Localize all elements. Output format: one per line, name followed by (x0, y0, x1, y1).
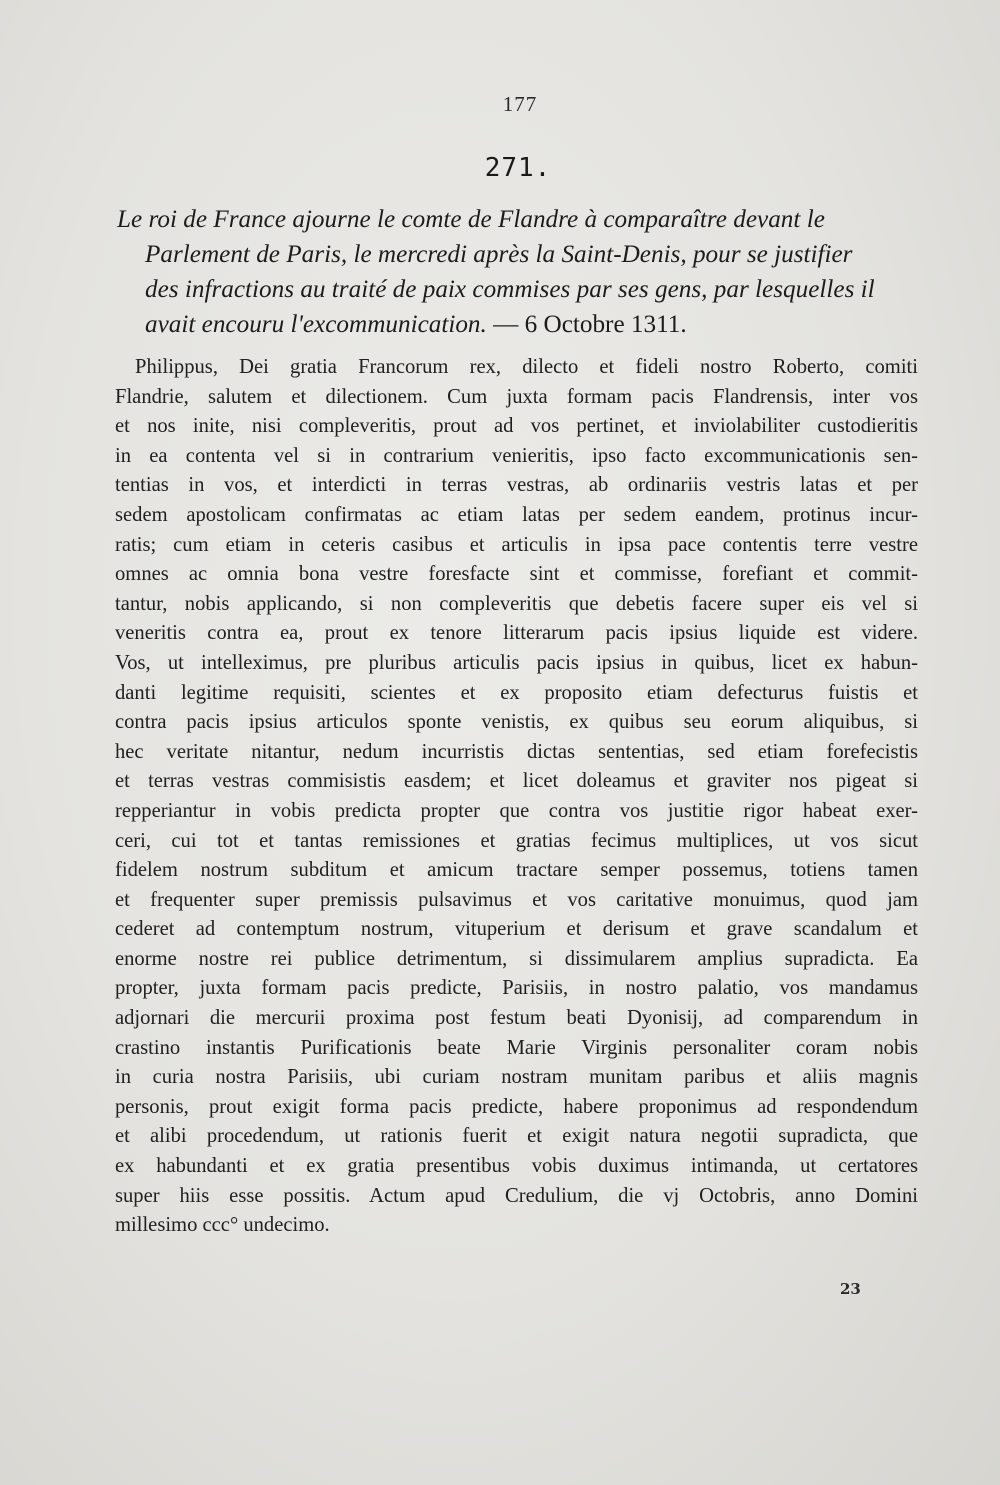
body-line: personis, prout exigit forma pacis predicte, habere proponimus ad respondendum (115, 1095, 918, 1118)
body-line: ceri, cui tot et tantas remissiones et gratias fecimus multiplices, ut vos sicut (115, 829, 918, 852)
body-line: tentias in vos, et interdicti in terras vestras, ab ordinariis vestris latas et per (115, 474, 918, 497)
body-line: ex habundanti et ex gratia presentibus vobis duximus intimanda, ut certatores (115, 1155, 918, 1178)
body-line: adjornari die mercurii proxima post festum beati Dyonisij, ad comparendum in (115, 1007, 918, 1030)
document-number: 271. (484, 153, 552, 183)
body-line: enorme nostre rei publice detrimentum, si dissimularem amplius supradicta. Ea (115, 947, 918, 970)
body-line: repperiantur in vobis predicta propter que contra vos justitie rigor habeat exer- (115, 799, 918, 822)
body-line: super hiis esse possitis. Actum apud Credulium, die vj Octobris, anno Domini (115, 1184, 918, 1207)
heading-line-2: Parlement de Paris, le mercredi après la Saint-Denis, pour se justifier (145, 241, 853, 268)
body-line: in ea contenta vel si in contrarium venieritis, ipso facto excommunicationis sen- (115, 444, 918, 467)
body-line: tantur, nobis applicando, si non compleveritis que debetis facere super eis vel si (115, 592, 918, 615)
body-line: hec veritate nitantur, nedum incurristis dictas sententias, sed etiam forefecistis (115, 740, 918, 763)
body-line: crastino instantis Purificationis beate Marie Virginis personaliter coram nobis (115, 1036, 918, 1059)
body-line: millesimo ccc° undecimo. (115, 1214, 330, 1237)
body-line: contra pacis ipsius articulos sponte venistis, ex quibus seu eorum aliquibus, si (115, 711, 918, 734)
body-line: Flandrie, salutem et dilectionem. Cum juxta formam pacis Flandrensis, inter vos (115, 385, 918, 408)
body-line: danti legitime requisiti, scientes et ex proposito etiam defecturus fuistis et (115, 681, 918, 704)
document-body (115, 353, 918, 1241)
body-line: sedem apostolicam confirmatas ac etiam latas per sedem eandem, protinus incur- (115, 503, 918, 526)
body-line: et alibi procedendum, ut rationis fuerit et exigit natura negotii supradicta, que (115, 1125, 918, 1148)
body-line: ratis; cum etiam in ceteris casibus et articulis in ipsa pace contentis terre vestre (115, 533, 918, 556)
signature-mark: 23 (840, 1280, 861, 1298)
page-number: 177 (502, 92, 538, 116)
heading-line-4-text: avait encouru l'excommunication. (145, 311, 487, 338)
heading-date: — 6 Octobre 1311. (493, 311, 687, 338)
body-line: omnes ac omnia bona vestre foresfacte sint et commisse, forefiant et commit- (115, 563, 918, 586)
body-line: veneritis contra ea, prout ex tenore litterarum pacis ipsius liquide est videre. (115, 622, 918, 645)
body-line: propter, juxta formam pacis predicte, Parisiis, in nostro palatio, vos mandamus (115, 977, 918, 1000)
body-line: Philippus, Dei gratia Francorum rex, dilecto et fideli nostro Roberto, comiti (135, 356, 918, 378)
heading-line-1: Le roi de France ajourne le comte de Flandre à comparaître devant le (117, 206, 825, 233)
body-line: et terras vestras commisistis easdem; et licet doleamus et graviter nos pigeat si (115, 770, 918, 793)
heading-line-3: des infractions au traité de paix commises par ses gens, par lesquelles il (145, 276, 875, 303)
heading-line-4 (117, 307, 917, 342)
document-heading (117, 202, 917, 342)
body-line: in curia nostra Parisiis, ubi curiam nostram munitam paribus et aliis magnis (115, 1066, 918, 1089)
body-line: et frequenter super premissis pulsavimus et vos caritative monuimus, quod jam (115, 888, 918, 911)
body-line: cederet ad contemptum nostrum, vituperium et derisum et grave scandalum et (115, 918, 918, 941)
body-line: fidelem nostrum subditum et amicum tractare semper possemus, totiens tamen (115, 859, 918, 882)
body-line: Vos, ut intelleximus, pre pluribus articulis pacis ipsius in quibus, licet ex habun- (115, 651, 918, 674)
body-line: et nos inite, nisi compleveritis, prout ad vos pertinet, et inviolabiliter custodieritis (115, 415, 918, 438)
